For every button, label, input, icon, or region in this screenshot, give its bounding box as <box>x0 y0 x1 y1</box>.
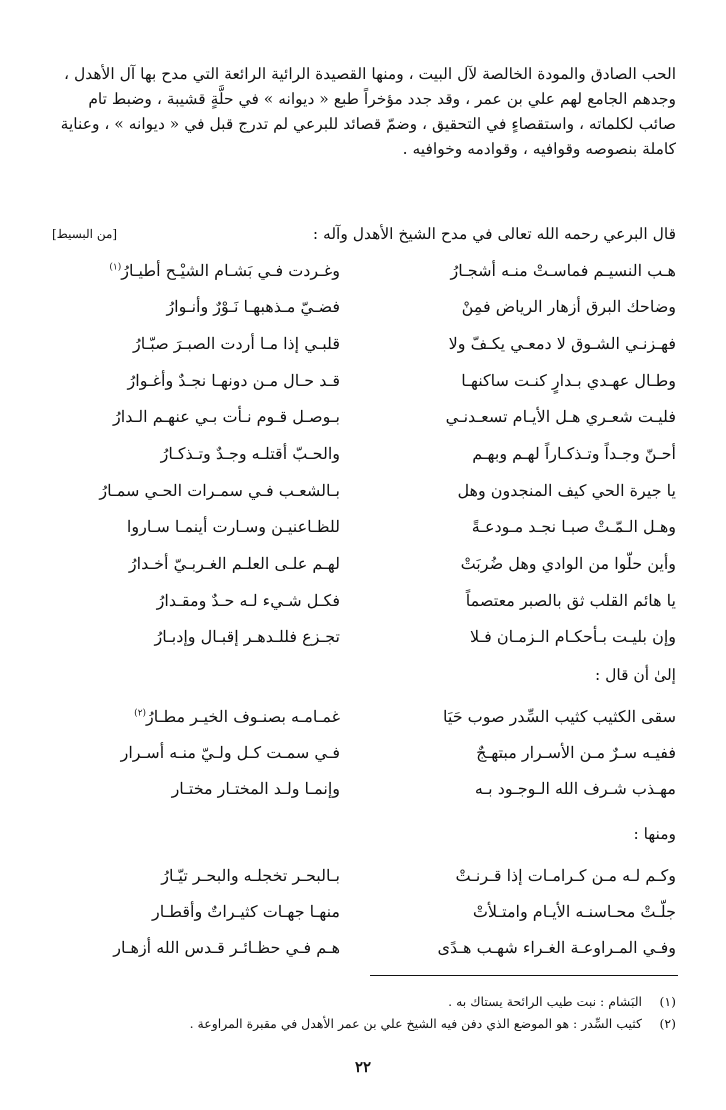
paragraph-line: صائب لكلماته ، واستقصاءٍ في التحقيق ، وضمّ قصائد للبرعي لم تدرج قبل في « ديوانه » ، وعناية <box>60 115 676 133</box>
verse-line <box>40 366 676 396</box>
verse-first-hemistich: سقى الكثيب كثيب السِّدر صوب حَيَا <box>443 707 676 726</box>
meter-label: [من البسيط] <box>52 227 118 241</box>
verse-line <box>40 439 676 469</box>
verse-second-hemistich: بـالشعـب فـي سمـرات الحـي سمـارُ <box>99 481 340 500</box>
verse-first-hemistich: جلّـتْ محـاسنـه الأيـام وامتـلأتْ <box>472 902 676 921</box>
verse-line <box>40 586 676 616</box>
verse-first-hemistich: وكـم لـه مـن كـرامـات إذا قـرنـتْ <box>455 866 676 885</box>
verse-second-hemistich: وغـردت فـي بَشـام الشيْـح أطيـارُ$^{(١)}$ <box>109 261 340 280</box>
verse-first-hemistich: وضاحك البرق أزهار الرياض فمِنْ <box>461 297 676 316</box>
footnote-text: كثيب السِّدر : هو الموضع الذي دفن فيه الشيخ علي بن عمر الأهدل في مقبرة المراوعة . <box>189 1016 642 1031</box>
verse-second-hemistich: هـم فـي حظـائـر قـدس الله أزهـار <box>113 938 340 957</box>
verse-line <box>40 329 676 359</box>
verse-first-hemistich: فليـت شعـري هـل الأيـام تسعـدنـي <box>445 407 676 426</box>
verse-line <box>40 622 676 652</box>
verse-second-hemistich: غمـامـه بصنـوف الخيـر مطـارُ$^{(٢)}$ <box>134 707 340 726</box>
paragraph-line: وجدهم الجامع لهم علي بن عمر ، وقد جدد مؤخراً طبع « ديوانه » في حلَّةٍ قشيبة ، وضبط تام <box>88 90 676 108</box>
verse-second-hemistich: فـي سمـت كـل ولـيّ منـه أسـرار <box>120 743 340 762</box>
footnote-text: البَشام : نبت طيب الرائحة يستاك به . <box>448 994 642 1009</box>
verse-first-hemistich: يا جيرة الحي كيف المنجدون وهل <box>457 481 676 500</box>
intro-paragraph <box>52 62 676 162</box>
verse-first-hemistich: أحـنّ وجـداً وتـذكـاراً لهـم وبهـم <box>472 444 676 463</box>
verse-line <box>40 738 676 768</box>
verse-second-hemistich: فكـل شـيء لـه حـدٌ ومقـدارُ <box>156 591 340 610</box>
verse-first-hemistich: وفـي المـراوعـة الغـراء شهـب هـدًى <box>437 938 676 957</box>
verse-line <box>40 256 676 286</box>
verse-line <box>40 774 676 804</box>
verse-second-hemistich: لهـم علـى العلـم الغـربـيّ أخـدارُ <box>128 554 340 573</box>
verse-line <box>40 897 676 927</box>
paragraph-line: كاملة بنصوصه وقوافيه ، وقوادمه وخوافيه . <box>402 140 676 158</box>
verse-second-hemistich: تجـزع فللـدهـر إقبـال وإدبـارُ <box>154 627 340 646</box>
verse-first-hemistich: فهـزنـي الشـوق لا دمعـي يكـفّ ولا <box>448 334 676 353</box>
section-heading: ومنها : <box>633 825 676 843</box>
verse-first-hemistich: وإن بليـت بـأحكـام الـزمـان فـلا <box>469 627 676 646</box>
verse-line <box>40 861 676 891</box>
verse-first-hemistich: ففيـه سـرٌ مـن الأسـرار مبتهـجٌ <box>476 743 676 762</box>
footnote-divider <box>370 975 678 976</box>
verse-first-hemistich: هـب النسيـم فماسـتْ منـه أشجـارُ <box>450 261 676 280</box>
verse-first-hemistich: وهـل الـمّـتْ صبـا نجـد مـودعـةً <box>471 517 676 536</box>
verse-line <box>40 702 676 732</box>
verse-second-hemistich: فضـيّ مـذهبهـا نَـوْرٌ وأنـوارُ <box>166 297 340 316</box>
page-number: ٢٢ <box>354 1058 372 1076</box>
footnote-marker: (١) <box>109 262 122 273</box>
verse-line <box>40 512 676 542</box>
verse-first-hemistich: مهـذب شـرف الله الـوجـود بـه <box>474 779 676 798</box>
verse-second-hemistich: بـالبحـر تخجلـه والبحـر تيّـارُ <box>161 866 340 885</box>
verse-second-hemistich: والحـبّ أقتلـه وجـدٌ وتـذكـارُ <box>160 444 340 463</box>
verse-line <box>40 549 676 579</box>
footnote <box>40 992 676 1012</box>
footnote-number: (٢) <box>659 1016 676 1031</box>
verse-line <box>40 292 676 322</box>
verse-second-hemistich: منهـا جهـات كثيـراتٌ وأقطـار <box>151 902 340 921</box>
verse-second-hemistich: قـد حـال مـن دونهـا نجـدٌ وأغـوارُ <box>127 371 340 390</box>
verse-second-hemistich: للظـاعنيـن وسـارت أينمـا سـاروا <box>126 517 340 536</box>
paragraph-line: الحب الصادق والمودة الخالصة لآل البيت ، ومنها القصيدة الرائية الرائعة التي مدح بها آل الأهدل ، <box>64 65 676 83</box>
verse-first-hemistich: وأين حلّوا من الوادي وهل ضُربَتْ <box>460 554 676 573</box>
verse-first-hemistich: وطـال عهـدي بـدارٍ كنـت ساكنهـا <box>461 371 676 390</box>
verse-second-hemistich: قلبـي إذا مـا أردت الصبـرَ صبّـارُ <box>133 334 340 353</box>
footnote <box>40 1014 676 1034</box>
verse-first-hemistich: يا هائم القلب ثق بالصبر معتصماً <box>465 591 676 610</box>
verse-line <box>40 933 676 963</box>
section-heading: إلىٰ أن قال : <box>594 666 676 684</box>
verse-second-hemistich: وإنمـا ولـد المختـار مختـار <box>171 779 340 798</box>
verse-line <box>40 402 676 432</box>
footnote-number: (١) <box>659 994 676 1009</box>
poem-intro-text: قال البرعي رحمه الله تعالى في مدح الشيخ الأهدل وآله : <box>312 225 676 243</box>
footnote-marker: (٢) <box>134 708 147 719</box>
verse-second-hemistich: بـوصـل قـوم نـأت بـي عنهـم الـدارُ <box>113 407 340 426</box>
verse-line <box>40 476 676 506</box>
poem-introduction <box>52 222 676 246</box>
